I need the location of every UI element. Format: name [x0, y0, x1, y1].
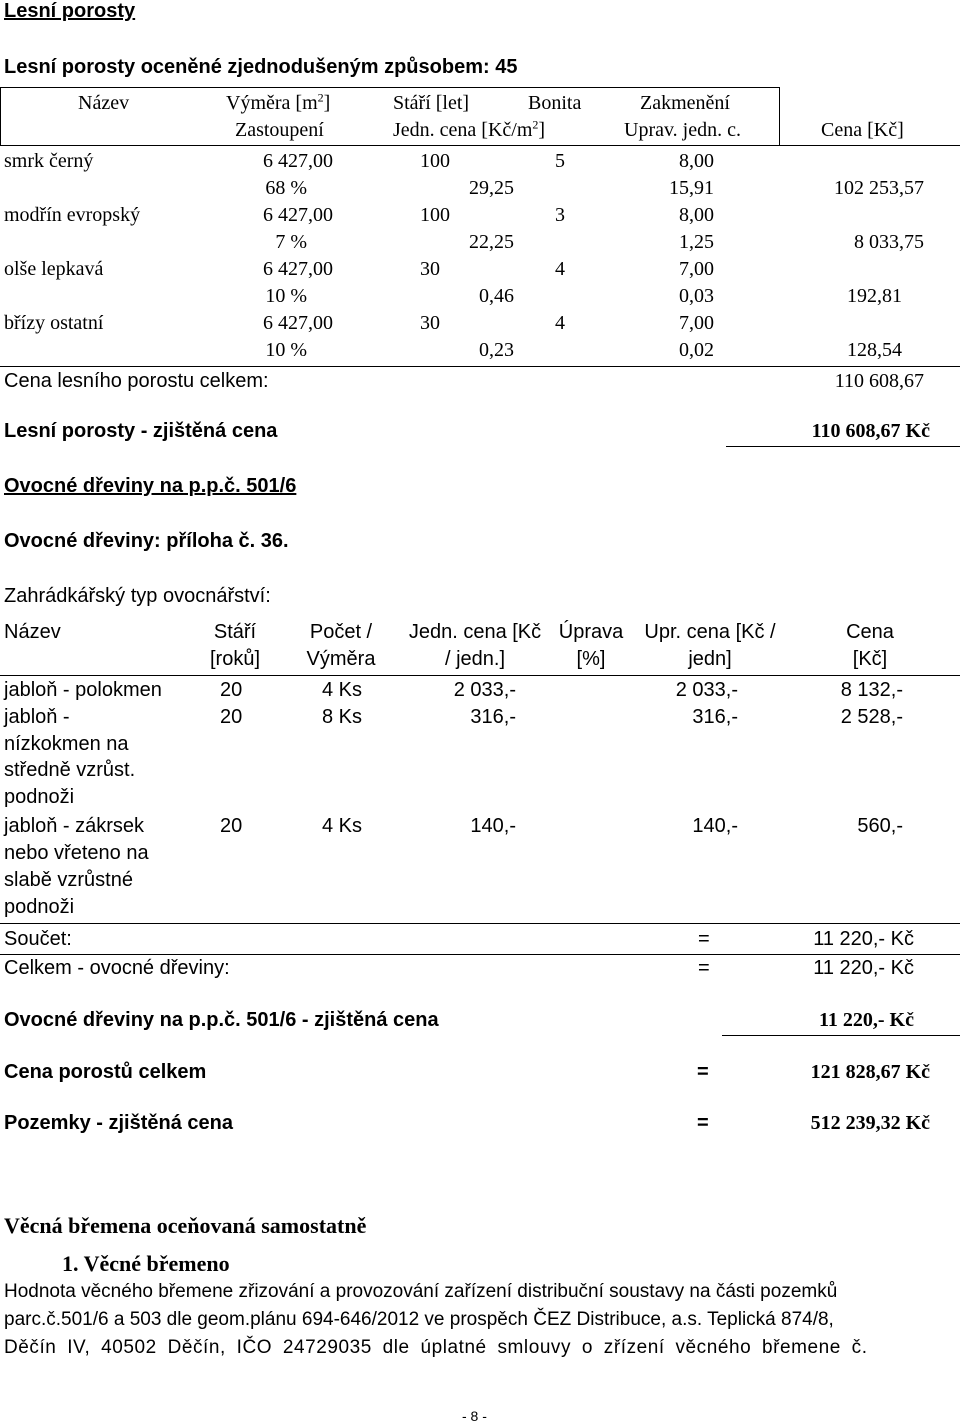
fruit-row-name: nízkokmen na	[4, 733, 129, 755]
forest-header-jedn-cena: Jedn. cena $[Kč/m^2]$	[393, 117, 546, 141]
forest-row-vymera: 6 427,00	[263, 204, 333, 226]
fruit-header-cena: Cena	[846, 621, 894, 643]
fruit-header-upr-unit: jedn]	[688, 648, 732, 670]
fruit-header-stari: Stáří	[213, 621, 257, 643]
fruit-row-upr: 316,-	[692, 706, 738, 728]
forest-header-bonita: Bonita	[528, 92, 582, 114]
fruit-soucet-label: Součet:	[4, 928, 72, 950]
forest-result-value: 110 608,67 Kč	[811, 420, 930, 442]
forest-row-bonita: 3	[555, 204, 565, 226]
fruit-header-upr-cena: Upr. cena [Kč /	[644, 621, 776, 643]
forest-header-bottom-border	[0, 145, 960, 146]
forest-row-stari: 30	[420, 312, 440, 334]
burden-text-line: Děčín IV, 40502 Děčín, IČO 24729035 dle úplatné smlouvy o zřízení věcného břemene č.	[4, 1337, 868, 1358]
forest-row-cena: 8 033,75	[854, 231, 924, 253]
summary-pozemky-value: 512 239,32 Kč	[810, 1112, 930, 1134]
fruit-row-cena: 8 132,-	[840, 679, 903, 701]
fruit-row-name: jabloň - polokmen	[4, 679, 162, 701]
forest-table-left-border	[0, 87, 1, 145]
forest-row-stari: 100	[420, 204, 450, 226]
forest-header-zastoupeni: Zastoupení	[235, 119, 324, 141]
forest-rows-bottom-border	[0, 366, 960, 367]
summary-porosty-value: 121 828,67 Kč	[810, 1061, 930, 1083]
summary-pozemky-eq: =	[697, 1112, 709, 1134]
forest-row-cena: 128,54	[847, 339, 902, 361]
forest-row-zakmeneni: 8,00	[679, 150, 714, 172]
fruit-header-uprava: Úprava	[558, 621, 624, 643]
forest-header-uprav: Uprav. jedn. c.	[624, 119, 741, 141]
fruit-row-stari: 20	[220, 679, 243, 701]
forest-row-uprav: 15,91	[669, 177, 714, 199]
fruit-header-pocet: Počet /	[309, 621, 373, 643]
forest-row-zastoupeni: 10 %	[265, 285, 307, 307]
forest-row-cena: 192,81	[847, 285, 902, 307]
fruit-rows-bottom-border	[0, 923, 960, 924]
burdens-heading: Věcná břemena oceňovaná samostatně	[4, 1213, 367, 1238]
forest-row-stari: 30	[420, 258, 440, 280]
fruit-header-bottom-border	[0, 675, 960, 676]
fruit-header-uprava-unit: [%]	[576, 648, 606, 670]
fruit-row-stari: 20	[220, 815, 243, 837]
summary-porosty-eq: =	[697, 1061, 709, 1083]
fruit-subheading: Ovocné dřeviny: příloha č. 36.	[4, 530, 289, 552]
summary-pozemky-label: Pozemky - zjištěná cena	[4, 1112, 233, 1134]
forest-table-top-border	[0, 87, 780, 88]
fruit-row-name: jabloň -	[4, 706, 70, 728]
forest-row-zakmeneni: 7,00	[679, 258, 714, 280]
fruit-row-name: podnoži	[4, 896, 75, 918]
forest-row-bonita: 5	[555, 150, 565, 172]
forest-row-name: modřín evropský	[4, 204, 141, 226]
forest-row-jedn-cena: 22,25	[469, 231, 514, 253]
fruit-row-name: podnoži	[4, 786, 75, 808]
forest-row-uprav: 0,03	[679, 285, 714, 307]
fruit-row-name: slabě vzrůstné	[4, 869, 133, 891]
fruit-row-upr: 2 033,-	[675, 679, 738, 701]
fruit-header-stari-unit: [roků]	[209, 648, 261, 670]
forest-header-zakmeneni: Zakmenění	[640, 92, 730, 114]
fruit-result-value: 11 220,- Kč	[819, 1009, 914, 1031]
forest-table-right-border	[779, 87, 780, 145]
forest-header-stari: Stáří [let]	[393, 92, 470, 114]
fruit-header-jedn-cena: Jedn. cena [Kč	[408, 621, 542, 643]
summary-porosty-label: Cena porostů celkem	[4, 1061, 207, 1083]
forest-row-name: břízy ostatní	[4, 312, 104, 334]
forest-total-value: 110 608,67	[834, 370, 924, 392]
fruit-celkem-value: 11 220,- Kč	[813, 957, 914, 979]
forest-row-vymera: 6 427,00	[263, 312, 333, 334]
fruit-row-pocet: 4 Ks	[322, 815, 363, 837]
forest-row-jedn-cena: 0,23	[479, 339, 514, 361]
forest-row-jedn-cena: 29,25	[469, 177, 514, 199]
fruit-row-cena: 560,-	[857, 815, 903, 837]
forest-row-vymera: 6 427,00	[263, 258, 333, 280]
forest-row-cena: 102 253,57	[834, 177, 924, 199]
section-heading-fruit: Ovocné dřeviny na p.p.č. 501/6	[4, 475, 297, 497]
forest-row-bonita: 4	[555, 258, 565, 280]
fruit-header-nazev: Název	[4, 621, 61, 643]
fruit-row-name: jabloň - zákrsek	[4, 815, 145, 837]
fruit-row-jedn: 2 033,-	[453, 679, 516, 701]
forest-row-bonita: 4	[555, 312, 565, 334]
forest-header-cena: Cena [Kč]	[821, 119, 904, 141]
fruit-result-underline	[722, 1035, 960, 1036]
forest-subheading: Lesní porosty oceněné zjednodušeným způsobem: 45	[4, 56, 518, 78]
page-number: - 8 -	[462, 1408, 487, 1424]
forest-result-underline	[726, 446, 960, 447]
fruit-type-label: Zahrádkářský typ ovocnářství:	[4, 585, 271, 607]
fruit-row-pocet: 8 Ks	[322, 706, 363, 728]
fruit-row-name: středně vzrůst.	[4, 759, 136, 781]
fruit-soucet-eq: =	[698, 928, 710, 950]
fruit-result-label: Ovocné dřeviny na p.p.č. 501/6 - zjištěná cena	[4, 1009, 439, 1031]
forest-row-jedn-cena: 0,46	[479, 285, 514, 307]
fruit-soucet-value: 11 220,- Kč	[813, 928, 914, 950]
forest-row-zakmeneni: 8,00	[679, 204, 714, 226]
fruit-row-stari: 20	[220, 706, 243, 728]
forest-row-stari: 100	[420, 150, 450, 172]
fruit-row-upr: 140,-	[692, 815, 738, 837]
fruit-celkem-label: Celkem - ovocné dřeviny:	[4, 957, 230, 979]
forest-row-vymera: 6 427,00	[263, 150, 333, 172]
fruit-row-pocet: 4 Ks	[322, 679, 363, 701]
burden-text-line: parc.č.501/6 a 503 dle geom.plánu 694-646/2012 ve prospěch ČEZ Distribuce, a.s. Teplická 874/8,	[4, 1309, 834, 1330]
fruit-row-jedn: 316,-	[470, 706, 516, 728]
forest-row-zastoupeni: 7 %	[275, 231, 307, 253]
forest-result-label: Lesní porosty - zjištěná cena	[4, 420, 278, 442]
burden-text-line: Hodnota věcného břemene zřizování a provozování zařízení distribuční soustavy na části pozemků	[4, 1281, 838, 1302]
fruit-header-cena-unit: [Kč]	[852, 648, 888, 670]
forest-row-zakmeneni: 7,00	[679, 312, 714, 334]
forest-row-uprav: 0,02	[679, 339, 714, 361]
forest-header-nazev: Název	[78, 92, 130, 114]
forest-row-zastoupeni: 68 %	[265, 177, 307, 199]
fruit-row-cena: 2 528,-	[840, 706, 903, 728]
forest-row-name: olše lepkavá	[4, 258, 104, 280]
section-heading-forest: Lesní porosty	[4, 0, 136, 22]
burden-item-heading: 1. Věcné břemeno	[62, 1251, 230, 1276]
forest-header-vymera: Výměra $[m^2]$	[226, 90, 331, 114]
forest-row-name: smrk černý	[4, 150, 94, 172]
forest-row-uprav: 1,25	[679, 231, 714, 253]
forest-total-label: Cena lesního porostu celkem:	[4, 370, 269, 392]
fruit-celkem-eq: =	[698, 957, 710, 979]
forest-row-zastoupeni: 10 %	[265, 339, 307, 361]
fruit-header-jedn-unit: / jedn.]	[444, 648, 506, 670]
fruit-row-name: nebo vřeteno na	[4, 842, 149, 864]
fruit-row-jedn: 140,-	[470, 815, 516, 837]
fruit-soucet-bottom-border	[0, 954, 960, 955]
fruit-header-vymera: Výměra	[306, 648, 376, 670]
